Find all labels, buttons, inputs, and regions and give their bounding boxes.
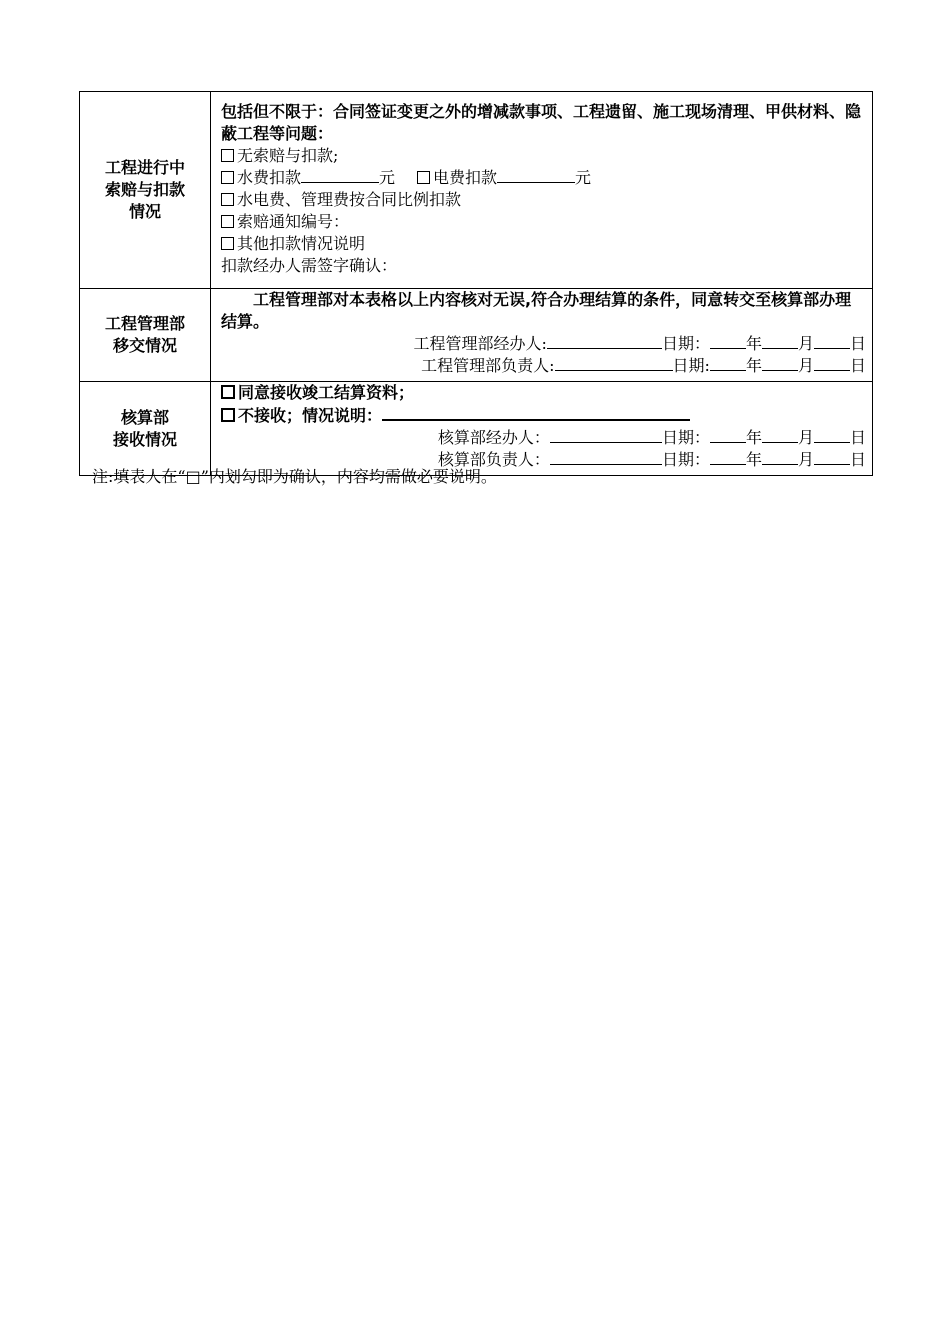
option-proportional-label: 水电费、管理费按合同比例扣款 — [237, 190, 462, 209]
option-other[interactable] — [221, 233, 866, 255]
reject-reason-field[interactable] — [382, 404, 690, 421]
year-label: 年 — [745, 334, 762, 353]
option-utility-deductions — [221, 167, 866, 189]
handover-content-cell — [211, 289, 873, 382]
handover-label-line-2: 移交情况 — [112, 336, 177, 355]
receipt-label-line-2: 接收情况 — [112, 429, 177, 449]
option-claim-notice-label: 索赔通知编号： — [237, 212, 350, 231]
water-deduction-label: 水费扣款 — [237, 168, 302, 187]
water-deduction-amount-field[interactable] — [301, 167, 379, 183]
day-field[interactable] — [814, 355, 850, 371]
date-label: 日期： — [661, 334, 710, 353]
receipt-handler-field[interactable] — [550, 427, 662, 443]
settlement-form-table — [79, 91, 873, 476]
receipt-handler-signature — [221, 427, 866, 449]
claims-intro: 包括但不限于：合同签证变更之外的增减款事项、工程遗留、施工现场清理、甲供材料、隐蔽工程等问题： — [221, 102, 862, 143]
year-label: 年 — [745, 356, 762, 375]
receipt-label-line-1: 核算部 — [120, 407, 169, 427]
date-label: 日期: — [672, 356, 710, 375]
checkbox-electric-deduction[interactable] — [417, 171, 430, 184]
electric-yuan-label: 元 — [575, 168, 592, 187]
option-other-label: 其他扣款情况说明 — [237, 234, 366, 253]
deduction-signoff: 扣款经办人需签字确认： — [221, 256, 398, 275]
electric-deduction-amount-field[interactable] — [497, 167, 575, 183]
checkbox-other[interactable] — [221, 237, 234, 250]
claims-row — [80, 92, 873, 289]
month-label: 月 — [797, 356, 814, 375]
day-field[interactable] — [814, 333, 850, 349]
year-field[interactable] — [710, 449, 746, 465]
year-field[interactable] — [710, 427, 746, 443]
year-field[interactable] — [710, 355, 746, 371]
option-proportional[interactable] — [221, 189, 866, 211]
month-field[interactable] — [762, 333, 798, 349]
option-no-claim-label: 无索赔与扣款; — [237, 146, 339, 165]
claims-label-line-2: 索赔与扣款 — [104, 180, 185, 199]
day-label: 日 — [849, 450, 866, 469]
day-field[interactable] — [814, 449, 850, 465]
handover-label-cell — [80, 289, 211, 382]
receipt-content-cell — [211, 382, 873, 476]
claims-label-cell — [80, 92, 211, 289]
checkbox-no-claim[interactable] — [221, 149, 234, 162]
option-agree-receipt[interactable] — [221, 382, 866, 404]
option-no-claim[interactable] — [221, 145, 866, 167]
water-yuan-label: 元 — [379, 168, 396, 187]
claims-label-line-3: 情况 — [128, 202, 161, 221]
month-label: 月 — [797, 428, 814, 447]
handover-manager-field[interactable] — [555, 355, 673, 371]
handover-statement: 工程管理部对本表格以上内容核对无误,符合办理结算的条件，同意转交至核算部办理结算。 — [221, 290, 852, 331]
month-field[interactable] — [762, 355, 798, 371]
month-label: 月 — [797, 450, 814, 469]
handover-handler-field[interactable] — [547, 333, 662, 349]
receipt-manager-label: 核算部负责人： — [437, 450, 550, 469]
handover-manager-signature — [221, 355, 866, 377]
electric-deduction-label: 电费扣款 — [433, 168, 498, 187]
month-field[interactable] — [762, 427, 798, 443]
handover-row — [80, 289, 873, 382]
footnote: 注:填表人在“□”内划勾即为确认，内容均需做必要说明。 — [92, 467, 497, 486]
day-label: 日 — [849, 356, 866, 375]
year-field[interactable] — [710, 333, 746, 349]
claims-content-cell — [211, 92, 873, 289]
handover-manager-label: 工程管理部负责人: — [421, 356, 555, 375]
receipt-handler-label: 核算部经办人： — [437, 428, 550, 447]
month-label: 月 — [797, 334, 814, 353]
day-field[interactable] — [814, 427, 850, 443]
date-label: 日期： — [661, 428, 710, 447]
receipt-label-cell — [80, 382, 211, 476]
date-label: 日期： — [661, 450, 710, 469]
checkbox-proportional[interactable] — [221, 193, 234, 206]
handover-handler-signature — [221, 333, 866, 355]
year-label: 年 — [745, 450, 762, 469]
checkbox-water-deduction[interactable] — [221, 171, 234, 184]
month-field[interactable] — [762, 449, 798, 465]
year-label: 年 — [745, 428, 762, 447]
day-label: 日 — [849, 334, 866, 353]
claims-label-line-1: 工程进行中 — [104, 158, 185, 177]
checkbox-claim-notice[interactable] — [221, 215, 234, 228]
handover-label-line-1: 工程管理部 — [104, 314, 185, 333]
day-label: 日 — [849, 428, 866, 447]
checkbox-reject-receipt[interactable] — [221, 408, 235, 422]
agree-receipt-label: 同意接收竣工结算资料； — [238, 383, 415, 402]
receipt-manager-field[interactable] — [550, 449, 662, 465]
receipt-row — [80, 382, 873, 476]
handover-handler-label: 工程管理部经办人: — [413, 334, 547, 353]
option-claim-notice[interactable] — [221, 211, 866, 233]
reject-receipt-label: 不接收；情况说明： — [238, 406, 383, 425]
checkbox-agree-receipt[interactable] — [221, 385, 235, 399]
option-reject-receipt — [221, 404, 866, 427]
